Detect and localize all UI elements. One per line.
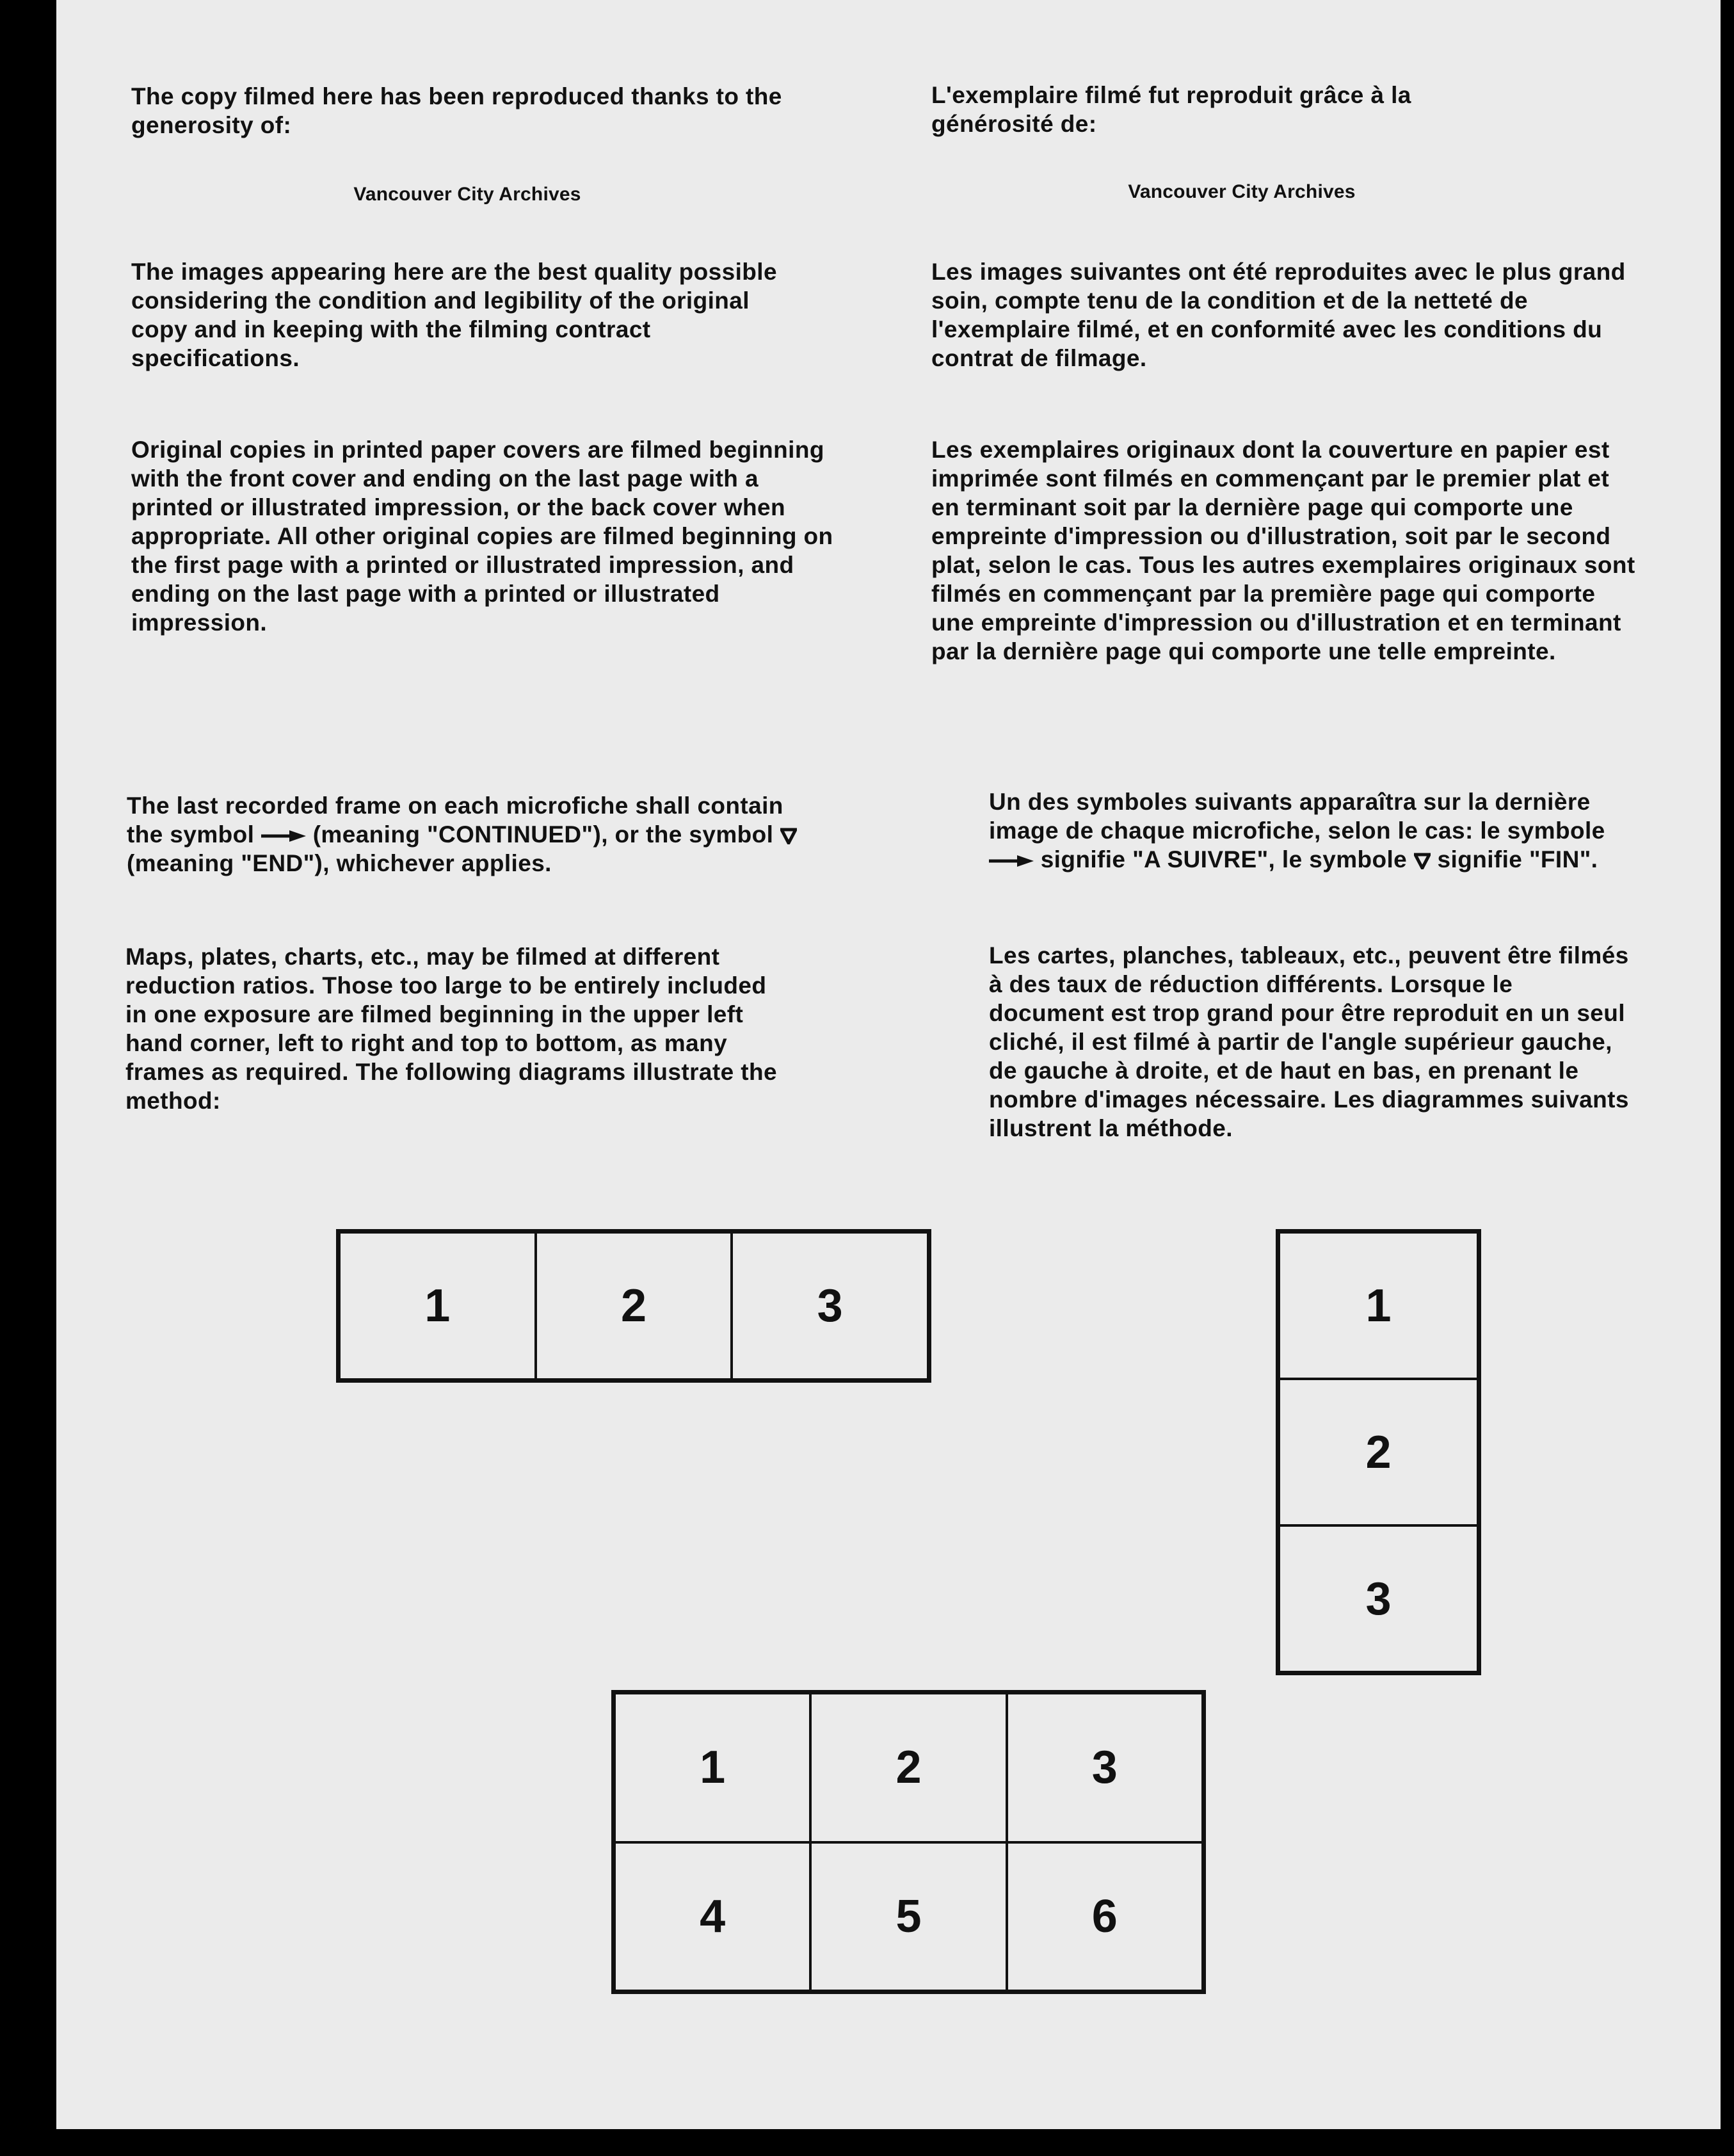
quality-text-en: The images appearing here are the best quality possible considering the condition and legibility of the original copy and in keeping with the filming contract specifications. [131,259,777,371]
frame-text-en-b: (meaning "CONTINUED"), or the symbol [312,821,774,848]
diagram-cell: 1 [614,1693,810,1842]
thanks-text-en: The copy filmed here has been reproduced thanks to the generosity of: [131,83,782,138]
maps-text-fr: Les cartes, planches, tableaux, etc., peuvent être filmés à des taux de réduction différents. Lorsque le document est trop grand pour être reproduit en un seul cliché, il est filmé à partir de l'angle supérieur gauche, de gauche à droite, et de haut en bas, en prenant le nombre d'images nécessaire. Les diagrammes suivants illustrent la méthode. [989,942,1629,1141]
diagram-cell: 3 [732,1232,928,1380]
source-block-fr [931,179,1661,205]
frame-text-en [127,791,799,878]
diagram-cell: 1 [1279,1232,1478,1379]
frame-block-en [127,791,799,878]
source-text-fr: Vancouver City Archives [1128,181,1356,202]
thanks-text-fr: L'exemplaire filmé fut reproduit grâce à la générosité de: [931,82,1411,137]
quality-block-en [131,257,803,373]
frame-text-en-c: (meaning "END"), whichever applies. [127,850,552,876]
covers-block-fr [931,435,1642,666]
frame-text-fr-a: Un des symboles suivants apparaîtra sur la dernière image de chaque microfiche, selon le cas: le symbole [989,789,1605,844]
diagram-grid [611,1690,1206,1994]
diagram-cell: 3 [1007,1693,1203,1842]
diagram-cell: 1 [339,1232,536,1380]
diagram-cell: 4 [614,1842,810,1991]
diagram-cell: 5 [810,1842,1006,1991]
covers-text-en: Original copies in printed paper covers are filmed beginning with the front cover and ending on the last page with a printed or illustrated impression, or the back cover when appropriate. All other original copies are filmed beginning on the first page with a printed or illustrated impression, and ending on the last page with a printed or illustrated impression. [131,437,833,636]
frame-text-fr-c: signifie "FIN". [1437,846,1598,873]
diagram-vertical [1276,1229,1481,1675]
maps-block-en [125,942,791,1115]
diagram-cell: 2 [1279,1379,1478,1525]
frame-block-fr [989,787,1629,874]
quality-text-fr: Les images suivantes ont été reproduites avec le plus grand soin, compte tenu de la condition et de la netteté de l'exemplaire filmé, et en conformité avec les conditions du contrat de filmage. [931,259,1626,371]
diagram-cell: 2 [810,1693,1006,1842]
arrow-icon [261,829,306,843]
diagram-cell: 2 [536,1232,732,1380]
triangle-down-icon [1414,853,1431,869]
film-border [0,2129,1734,2156]
arrow-icon [989,854,1034,868]
frame-text-fr [989,787,1629,874]
maps-text-en: Maps, plates, charts, etc., may be filmed at different reduction ratios. Those too large to be entirely included in one exposure are filmed beginning in the upper left hand corner, left to right and top to bottom, as many frames as required. The following diagrams illustrate the method: [125,944,777,1114]
source-block-en [131,182,861,207]
covers-block-en [131,435,842,637]
english-column [131,82,861,140]
covers-text-fr: Les exemplaires originaux dont la couverture en papier est imprimée sont filmés en commençant par le premier plat et en terminant soit par la dernière page qui comporte une empreinte d'impression ou d'illustration, soit par le second plat, selon le cas. Tous les autres exemplaires originaux sont filmés en commençant par la première page qui comporte une empreinte d'impression ou d'illustration et en terminant par la dernière page qui comporte une telle empreinte. [931,437,1635,664]
source-text-en: Vancouver City Archives [353,184,581,205]
maps-block-fr [989,941,1629,1143]
frame-text-en-a: The last recorded frame on each microfiche shall contain the symbol [127,792,783,848]
triangle-down-icon [780,828,797,844]
frame-text-fr-b: signifie "A SUIVRE", le symbole [1040,846,1408,873]
diagram-horizontal [336,1229,931,1383]
diagram-cell: 3 [1279,1525,1478,1672]
diagram-cell: 6 [1007,1842,1203,1991]
quality-block-fr [931,257,1635,373]
french-column [931,81,1495,138]
